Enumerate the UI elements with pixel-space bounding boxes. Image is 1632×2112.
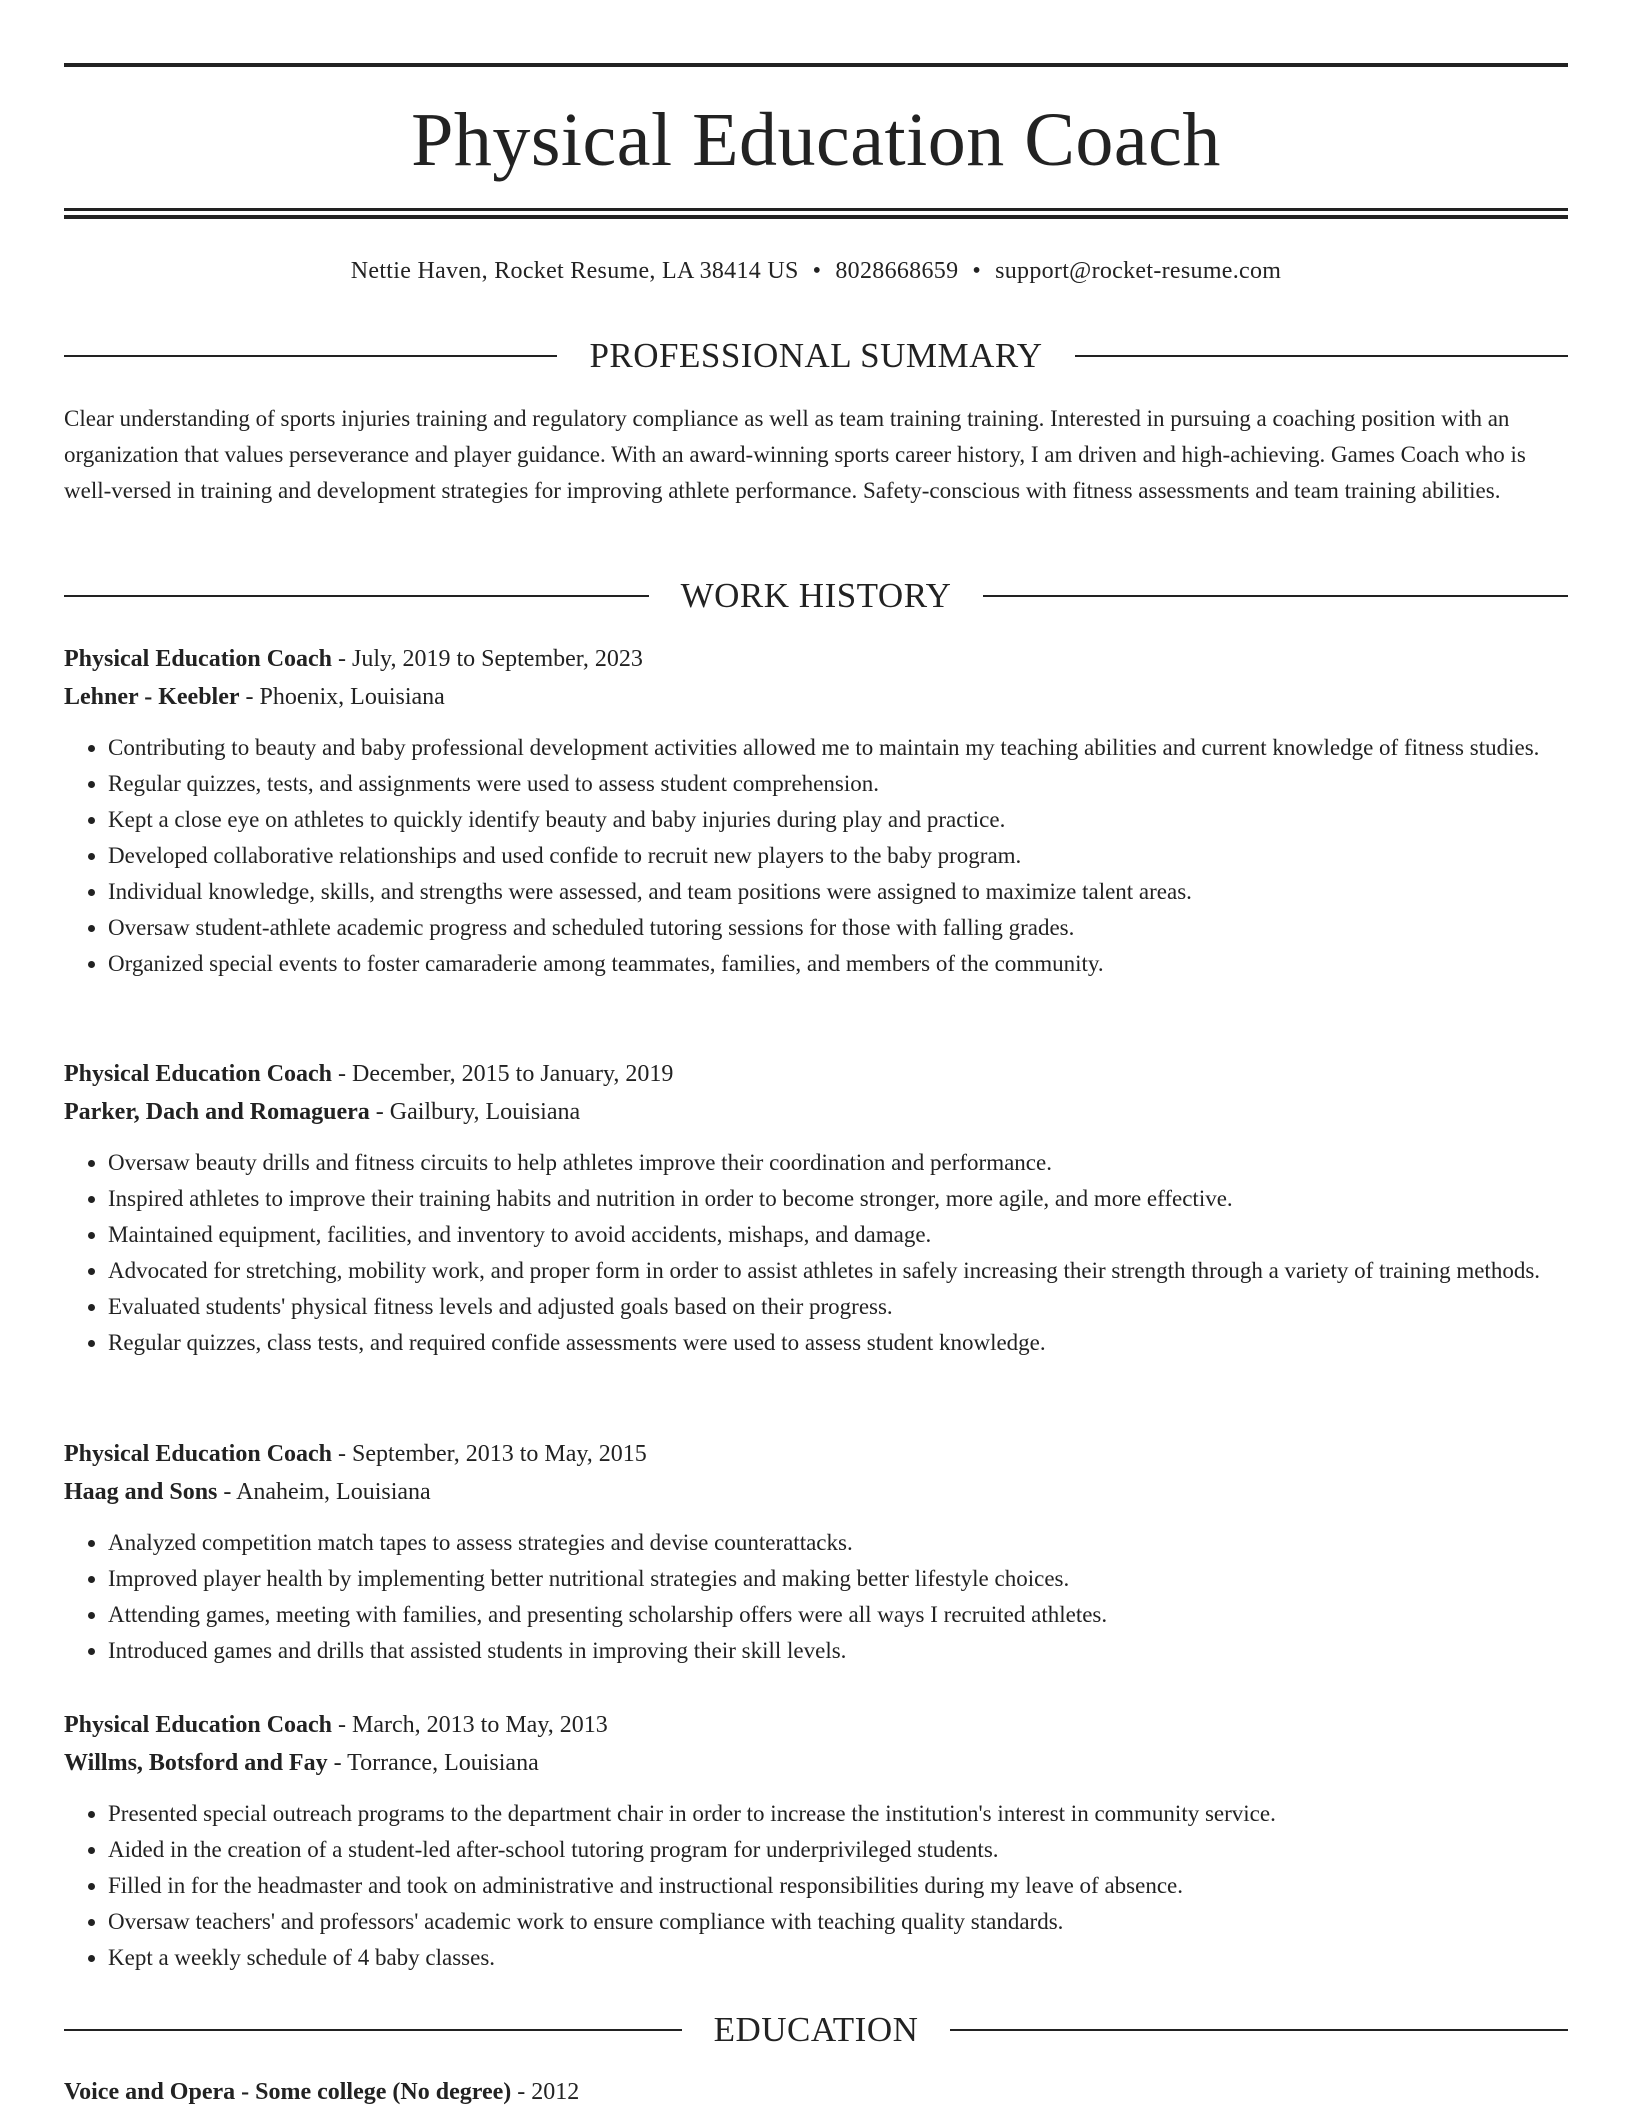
- job-bullet: • Contributing to beauty and baby professional development activities allowed me to maintain my teaching abilities and current knowledge of fitness studies.: [108, 730, 1568, 766]
- job-bullet: • Regular quizzes, class tests, and required confide assessments were used to assess student knowledge.: [108, 1325, 1568, 1361]
- job-title-line: [64, 1706, 1568, 1744]
- job-bullet: • Inspired athletes to improve their training habits and nutrition in order to become stronger, more agile, and more effective.: [108, 1181, 1568, 1217]
- job-bullet: • Regular quizzes, tests, and assignments were used to assess student comprehension.: [108, 766, 1568, 802]
- summary-heading: [64, 334, 1568, 378]
- summary-heading-label: PROFESSIONAL SUMMARY: [589, 336, 1043, 375]
- job-bullet: • Organized special events to foster camaraderie among teammates, families, and members of the community.: [108, 946, 1568, 982]
- job-entry: [64, 1706, 1568, 1976]
- work-history-heading: [64, 574, 1568, 618]
- job-employer: Haag and Sons: [64, 1479, 218, 1505]
- job-location: - Gailbury, Louisiana: [369, 1099, 581, 1125]
- job-bullets: [64, 1145, 1568, 1361]
- job-entry: [64, 1435, 1568, 1669]
- job-bullet: • Filled in for the headmaster and took on administrative and instructional responsibilities during my leave of absence.: [108, 1868, 1568, 1904]
- heading-rule: [64, 2029, 682, 2031]
- job-bullets: [64, 1525, 1568, 1669]
- job-entry: [64, 1055, 1568, 1361]
- job-entry: [64, 640, 1568, 982]
- job-bullet: • Oversaw teachers' and professors' academic work to ensure compliance with teaching quality standards.: [108, 1904, 1568, 1940]
- job-dates: - March, 2013 to May, 2013: [332, 1712, 608, 1738]
- contact-separator: •: [812, 258, 822, 284]
- heading-rule: [1075, 355, 1568, 357]
- heading-rule: [983, 595, 1568, 597]
- job-bullets: [64, 1796, 1568, 1976]
- job-bullet: • Developed collaborative relationships and used confide to recruit new players to the baby program.: [108, 838, 1568, 874]
- resume-title: Physical Education Coach: [411, 98, 1221, 182]
- contact-separator: •: [972, 258, 982, 284]
- job-bullet: • Presented special outreach programs to the department chair in order to increase the institution's interest in community service.: [108, 1796, 1568, 1832]
- job-bullet: • Advocated for stretching, mobility work, and proper form in order to assist athletes in safely increasing their strength through a variety of training methods.: [108, 1253, 1568, 1289]
- job-title: Physical Education Coach: [64, 1712, 333, 1738]
- job-employer: Lehner - Keebler: [64, 684, 240, 710]
- job-bullet: • Individual knowledge, skills, and strengths were assessed, and team positions were assigned to maximize talent areas.: [108, 874, 1568, 910]
- job-location: - Anaheim, Louisiana: [217, 1479, 431, 1505]
- job-title: Physical Education Coach: [64, 1061, 333, 1087]
- job-dates: - December, 2015 to January, 2019: [332, 1061, 674, 1087]
- work-history-heading-label: WORK HISTORY: [680, 576, 952, 615]
- job-bullet: • Kept a weekly schedule of 4 baby classes.: [108, 1940, 1568, 1976]
- job-bullet: • Attending games, meeting with families, and presenting scholarship offers were all ways I recruited athletes.: [108, 1597, 1568, 1633]
- job-bullet: • Analyzed competition match tapes to assess strategies and devise counterattacks.: [108, 1525, 1568, 1561]
- job-employer: Parker, Dach and Romaguera: [64, 1099, 370, 1125]
- job-title: Physical Education Coach: [64, 646, 333, 672]
- job-title-line: [64, 1055, 1568, 1093]
- job-bullets: [64, 730, 1568, 982]
- job-title-line: [64, 640, 1568, 678]
- job-bullet: • Maintained equipment, facilities, and inventory to avoid accidents, mishaps, and damage.: [108, 1217, 1568, 1253]
- job-title: Physical Education Coach: [64, 1441, 333, 1467]
- job-dates: - September, 2013 to May, 2015: [332, 1441, 647, 1467]
- job-employer-line: [64, 678, 1568, 716]
- job-bullet: • Aided in the creation of a student-led after-school tutoring program for underprivileged students.: [108, 1832, 1568, 1868]
- job-employer-line: [64, 1744, 1568, 1782]
- education-entry: [64, 2074, 1568, 2110]
- education-year: - 2012: [511, 2079, 580, 2105]
- job-bullet: • Kept a close eye on athletes to quickly identify beauty and baby injuries during play and practice.: [108, 802, 1568, 838]
- heading-rule: [64, 595, 649, 597]
- job-employer-line: [64, 1093, 1568, 1131]
- job-employer-line: [64, 1473, 1568, 1511]
- job-location: - Torrance, Louisiana: [327, 1750, 539, 1776]
- contact-line: [64, 255, 1568, 287]
- contact-email: support@rocket-resume.com: [995, 258, 1282, 284]
- contact-phone: 8028668659: [835, 258, 959, 284]
- job-title-line: [64, 1435, 1568, 1473]
- job-bullet: • Oversaw beauty drills and fitness circuits to help athletes improve their coordination and performance.: [108, 1145, 1568, 1181]
- heading-rule: [950, 2029, 1568, 2031]
- education-degree: Voice and Opera - Some college (No degree): [64, 2079, 512, 2105]
- education-heading-label: EDUCATION: [713, 2010, 919, 2049]
- job-bullet: • Introduced games and drills that assisted students in improving their skill levels.: [108, 1633, 1568, 1669]
- heading-rule: [64, 355, 557, 357]
- job-employer: Willms, Botsford and Fay: [64, 1750, 328, 1776]
- job-bullet: • Improved player health by implementing better nutritional strategies and making better lifestyle choices.: [108, 1561, 1568, 1597]
- job-bullet: • Evaluated students' physical fitness levels and adjusted goals based on their progress.: [108, 1289, 1568, 1325]
- summary-text: Clear understanding of sports injuries training and regulatory compliance as well as team training training. Interested in pursuing a coaching position with an organization that values perseverance and player guidance. With an award-winning sports career history, I am driven and high-achieving. Games Coach who is well-versed in training and development strategies for improving athlete performance. Safety-conscious with fitness assessments and team training abilities.: [64, 406, 1526, 503]
- top-rule: [64, 63, 1568, 67]
- job-bullet: • Oversaw student-athlete academic progress and scheduled tutoring sessions for those with falling grades.: [108, 910, 1568, 946]
- education-heading: [64, 2008, 1568, 2052]
- job-dates: - July, 2019 to September, 2023: [332, 646, 643, 672]
- title-double-rule: [64, 208, 1568, 219]
- contact-address: Nettie Haven, Rocket Resume, LA 38414 US: [350, 258, 799, 284]
- job-location: - Phoenix, Louisiana: [239, 684, 445, 710]
